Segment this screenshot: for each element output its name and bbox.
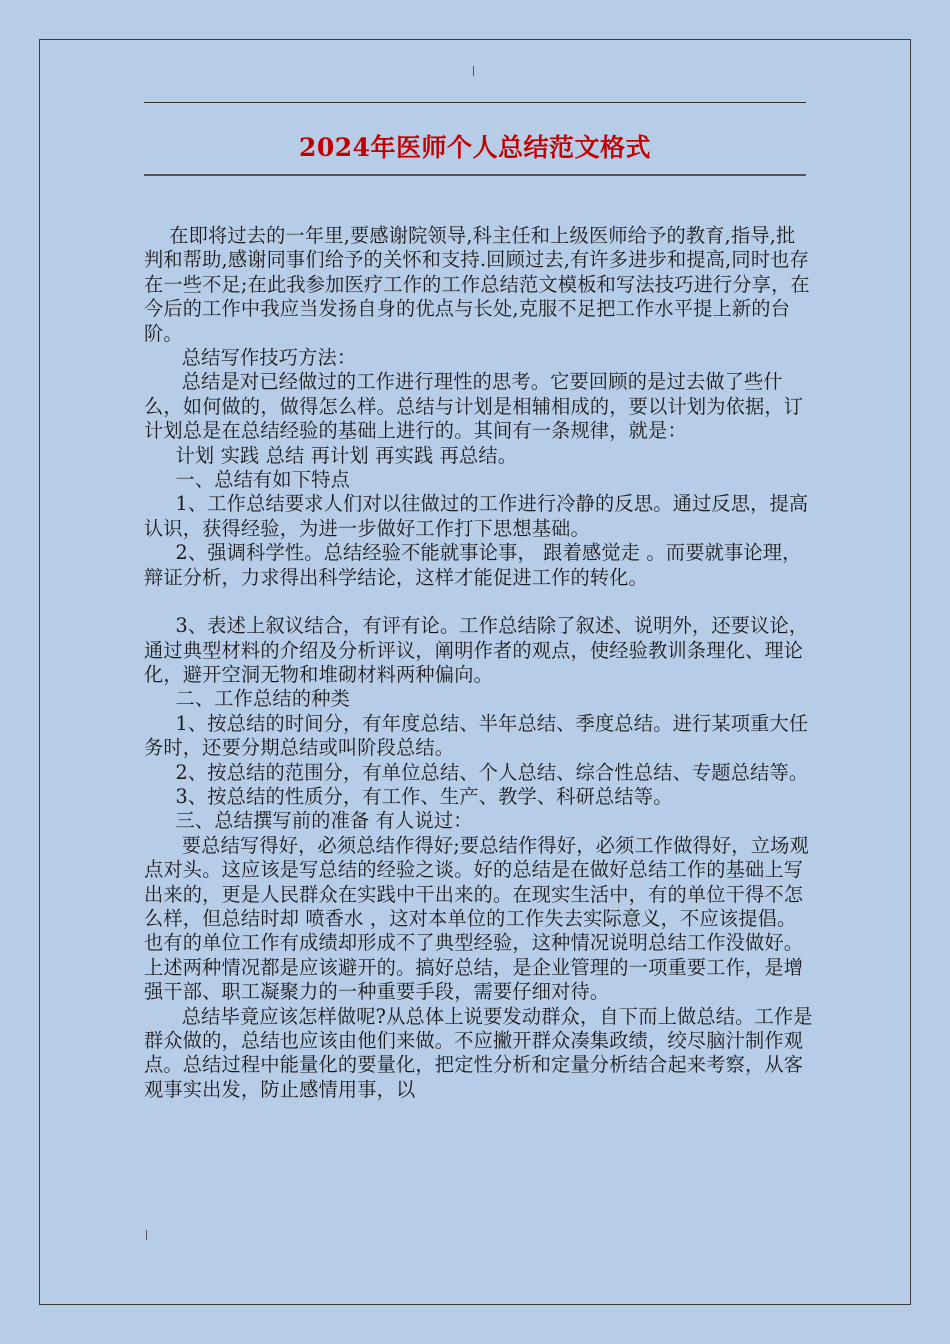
header-rule — [144, 102, 806, 103]
footer-mark — [146, 1230, 147, 1240]
header-mark — [473, 66, 474, 76]
document-body — [144, 224, 814, 1102]
list-item: 1、工作总结要求人们对以往做过的工作进行冷静的反思。通过反思，提高认识，获得经验，为进一步做好工作打下思想基础。 — [144, 492, 809, 540]
paragraph-how-to: 总结毕竟应该怎样做呢?从总体上说要发动群众，自下而上做总结。工作是群众做的，总结也应该由他们来做。不应撇开群众凑集政绩，绞尽脑汁制作观点。总结过程中能量化的要量化，把定性分析和定量分析结合起来考察，从客观事实出发，防止感情用事，以 — [144, 1004, 813, 1101]
title-underline — [144, 174, 806, 176]
paragraph-definition: 总结是对已经做过的工作进行理性的思考。它要回顾的是过去做了些什么，如何做的，做得怎么样。总结与计划是相辅相成的，要以计划为依据，订计划总是在总结经验的基础上进行的。其间有一条规律，就是： — [144, 370, 804, 443]
list-item: 1、按总结的时间分，有年度总结、半年总结、季度总结。进行某项重大任务时，还要分期总结或叫阶段总结。 — [144, 711, 809, 760]
document-title: 2024年医师个人总结范文格式 — [298, 133, 652, 162]
list-item: 3、表述上叙议结合，有评有论。工作总结除了叙述、说明外，还要议论，通过典型材料的介绍及分析评议，阐明作者的观点，使经验教训条理化、理论化，避开空洞无物和堆砌材料两种偏向。 — [144, 614, 809, 686]
paragraph-intro: 在即将过去的一年里,要感谢院领导,科主任和上级医师给予的教育,指导,批判和帮助,感谢同事们给予的关怀和支持.回顾过去,有许多进步和提高,同时也存在一些不足;在此我参加医疗工作的工作总结范文模板和写法技巧进行分享，在今后的工作中我应当发扬自身的优点与长处,克服不足把工作水平提上新的台阶。 — [144, 224, 810, 345]
section-heading-preparation: 三、总结撰写前的准备 有人说过： — [144, 809, 473, 833]
paragraph-heading-methods: 总结写作技巧方法： — [144, 346, 357, 370]
list-item: 2、强调科学性。总结经验不能就事论事， 跟着感觉走 。而要就事论理，辩证分析，力求得出科学结论，这样才能促进工作的转化。 — [144, 541, 802, 589]
list-item: 3、按总结的性质分，有工作、生产、教学、科研总结等。 — [144, 784, 673, 808]
section-heading-features: 一、总结有如下特点 — [144, 468, 350, 492]
blank-line — [144, 590, 814, 614]
paragraph-cycle: 计划 实践 总结 再计划 再实践 再总结。 — [144, 443, 518, 467]
list-item: 2、按总结的范围分，有单位总结、个人总结、综合性总结、专题总结等。 — [144, 760, 809, 784]
paragraph-preparation: 要总结写得好，必须总结作得好;要总结作得好，必须工作做得好，立场观点对头。这应该是写总结的经验之谈。好的总结是在做好总结工作的基础上写出来的，更是人民群众在实践中干出来的。在现实生活中，有的单位干得不怎么样，但总结时却 喷香水 ，这对本单位的工作失去实际意义，不应该提倡。也有的单位工作有成绩却形成不了典型经验，这种情况说明总结工作没做好。上述两种情况都是应该避开的。搞好总结，是企业管理的一项重要工作，是增强干部、职工凝聚力的一种重要手段，需要仔细对待。 — [144, 833, 809, 1004]
section-heading-types: 二、工作总结的种类 — [144, 687, 350, 711]
